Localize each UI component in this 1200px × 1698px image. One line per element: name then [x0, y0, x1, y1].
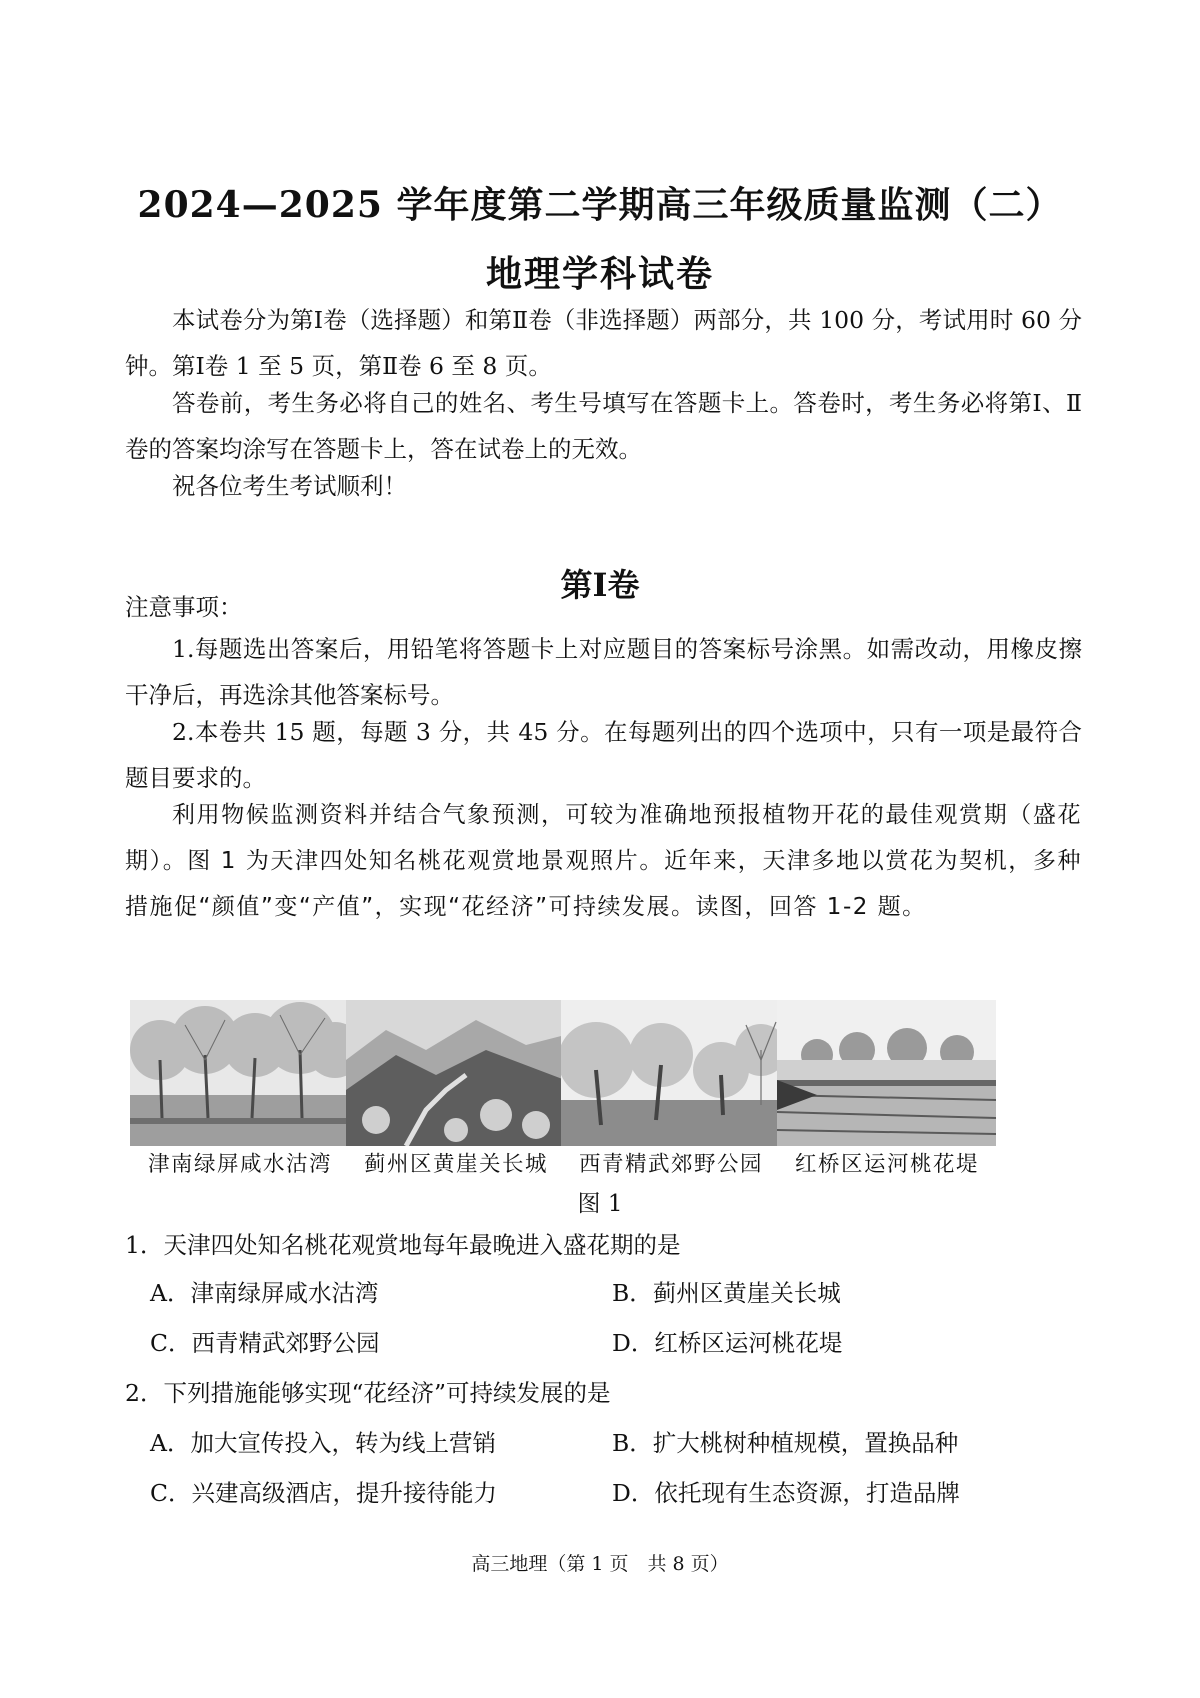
question-2-option-a: A．加大宣传投入，转为线上营销	[150, 1429, 496, 1457]
note-2: 2.本卷共 15 题，每题 3 分，共 45 分。在每题列出的四个选项中，只有一项是最符合题目要求的。	[125, 718, 1082, 792]
photo-great-wall	[346, 1000, 565, 1146]
question-1-option-c: C．西青精武郊野公园	[150, 1329, 380, 1357]
page-footer: 高三地理（第 1 页 共 8 页）	[471, 1553, 729, 1575]
question-1-option-d: D．红桥区运河桃花堤	[612, 1329, 843, 1357]
intro-paragraph-1: 本试卷分为第Ⅰ卷（选择题）和第Ⅱ卷（非选择题）两部分，共 100 分，考试用时 60 分钟。第Ⅰ卷 1 至 5 页，第Ⅱ卷 6 至 8 页。	[125, 306, 1082, 380]
question-1-stem: 1．天津四处知名桃花观赏地每年最晚进入盛花期的是	[125, 1231, 681, 1259]
figure-1	[140, 1000, 1060, 1180]
photo-jinnan-orchard	[130, 1000, 349, 1146]
question-1-option-b: B．蓟州区黄崖关长城	[612, 1279, 841, 1307]
figure-label: 图 1	[577, 1191, 623, 1217]
question-1-option-a: A．津南绿屏咸水沽湾	[150, 1279, 379, 1307]
photo-park-trees	[561, 1000, 780, 1146]
question-2-option-b: B．扩大桃树种植规模，置换品种	[612, 1429, 959, 1457]
caption-3: 西青精武郊野公园	[578, 1152, 763, 1177]
good-luck-line: 祝各位考生考试顺利！	[172, 472, 407, 500]
question-2-option-c: C．兴建高级酒店，提升接待能力	[150, 1479, 497, 1507]
question-2-option-d: D．依托现有生态资源，打造品牌	[612, 1479, 960, 1507]
volume-title: 第Ⅰ卷	[560, 566, 640, 604]
notes-heading: 注意事项：	[125, 593, 243, 621]
caption-1: 津南绿屏咸水沽湾	[147, 1152, 332, 1177]
exam-title: 2024—2025 学年度第二学期高三年级质量监测（二）	[137, 184, 1063, 226]
subject-title: 地理学科试卷	[485, 253, 714, 295]
note-1: 1.每题选出答案后，用铅笔将答题卡上对应题目的答案标号涂黑。如需改动，用橡皮擦干净后，再选涂其他答案标号。	[125, 635, 1082, 709]
caption-4: 红桥区运河桃花堤	[794, 1152, 979, 1177]
photo-canal-bank	[777, 1000, 996, 1146]
stimulus-text: 利用物候监测资料并结合气象预测，可较为准确地预报植物开花的最佳观赏期（盛花期）。图 1 为天津四处知名桃花观赏地景观照片。近年来，天津多地以赏花为契机，多种措施促“颜值”变“产值”，实现“花经济”可持续发展。读图，回答 1-2 题。	[125, 802, 1082, 920]
caption-2: 蓟州区黄崖关长城	[363, 1152, 548, 1177]
question-2-stem: 2．下列措施能够实现“花经济”可持续发展的是	[125, 1379, 611, 1407]
intro-paragraph-2: 答卷前，考生务必将自己的姓名、考生号填写在答题卡上。答卷时，考生务必将第Ⅰ、Ⅱ卷的答案均涂写在答题卡上，答在试卷上的无效。	[125, 389, 1082, 463]
